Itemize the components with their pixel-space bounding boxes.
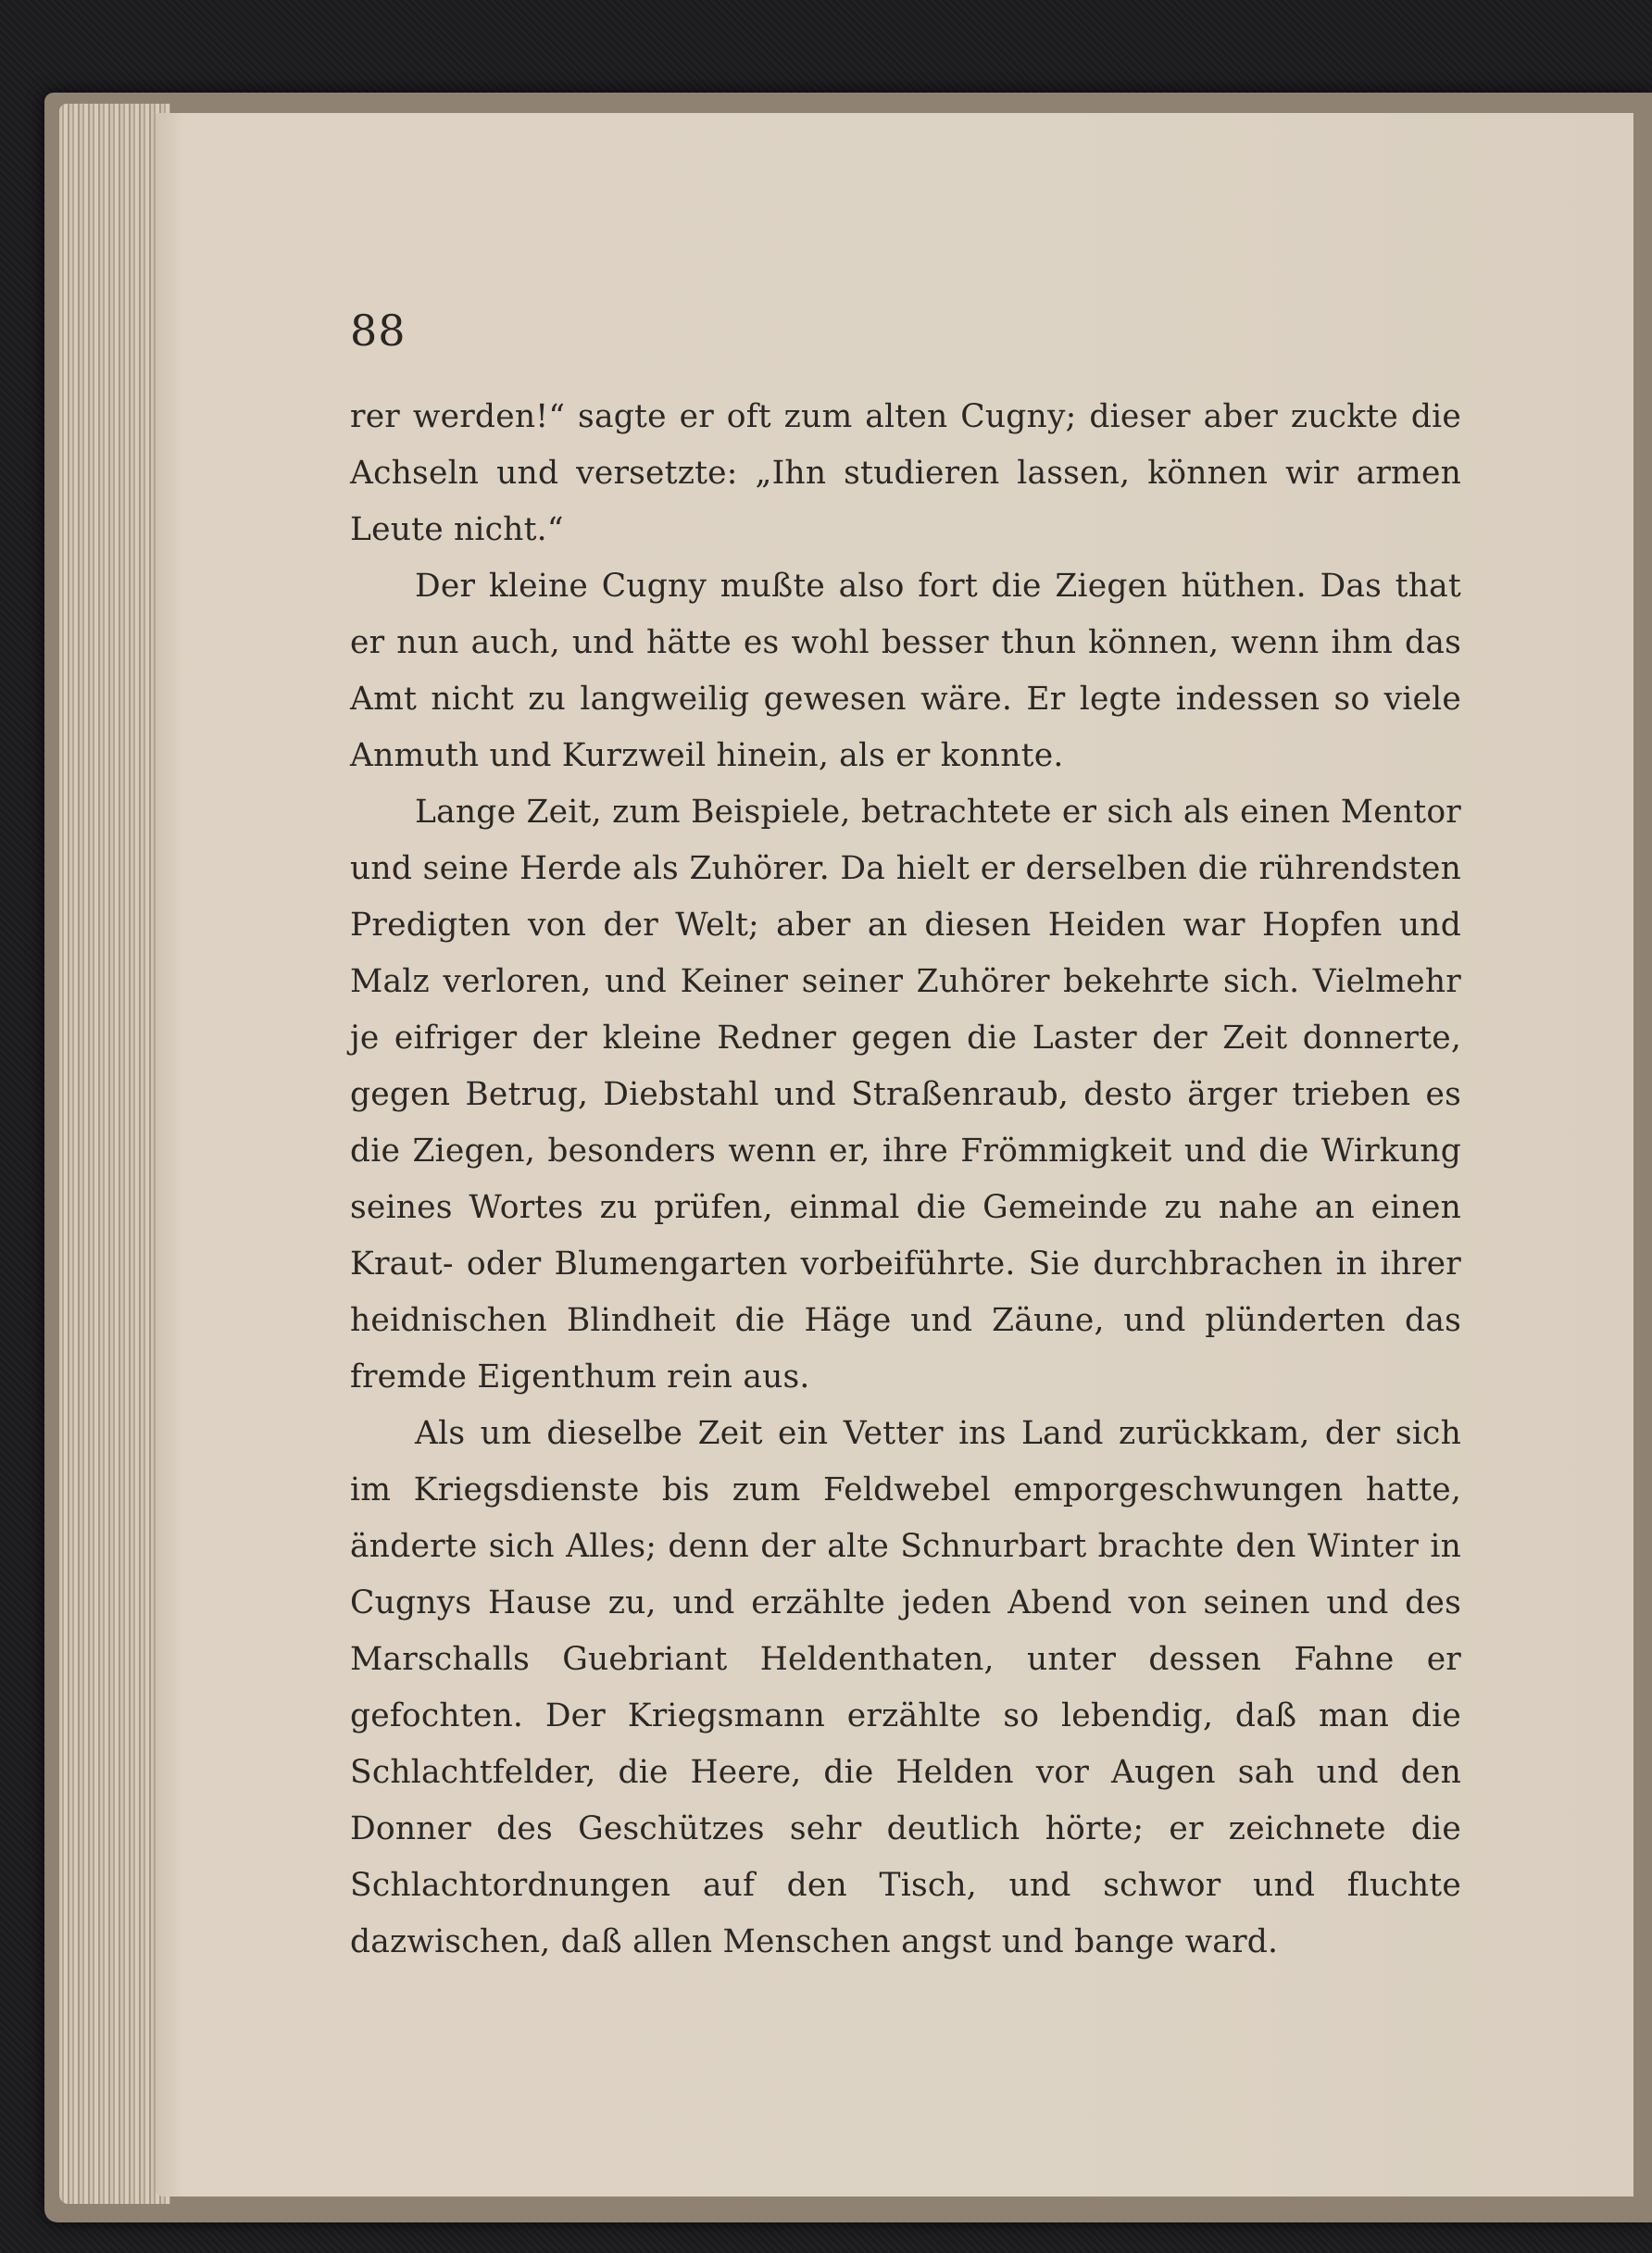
paragraph-4: Als um dieselbe Zeit ein Vetter ins Land zurückkam, der sich im Kriegsdienste bis zum Feldwebel emporgeschwungen hatte, änderte sich Alles; denn der alte Schnurbart brachte den Winter in Cugnys Hause zu, und erzählte jeden Abend von seinen und des Marschalls Guebriant Heldenthaten, unter dessen Fahne er gefochten. Der Kriegsmann erzählte so lebendig, daß man die Schlachtfelder, die Heere, die Helden vor Augen sah und den Donner des Geschützes sehr deutlich hörte; er zeichnete die Schlachtordnungen auf den Tisch, und schwor und fluchte dazwischen, daß allen Menschen angst und bange ward. (350, 1415, 1461, 1960)
paragraph-2: Der kleine Cugny mußte also fort die Ziegen hüthen. Das that er nun auch, und hätte es wohl besser thun können, wenn ihm das Amt nicht zu langweilig gewesen wäre. Er legte indessen so viele Anmuth und Kurzweil hinein, als er konnte. (350, 568, 1461, 774)
page-text (350, 389, 1461, 1971)
paragraph-1: rer werden!“ sagte er oft zum alten Cugny; dieser aber zuckte die Achseln und versetzte: „Ihn studieren lassen, können wir armen Leute nicht.“ (350, 398, 1461, 548)
paragraph-3: Lange Zeit, zum Beispiele, betrachtete er sich als einen Mentor und seine Herde als Zuhörer. Da hielt er derselben die rührendsten Predigten von der Welt; aber an diesen Heiden war Hopfen und Malz verloren, und Keiner seiner Zuhörer bekehrte sich. Vielmehr je eifriger der kleine Redner gegen die Laster der Zeit donnerte, gegen Betrug, Diebstahl und Straßenraub, desto ärger trieben es die Ziegen, besonders wenn er, ihre Frömmigkeit und die Wirkung seines Wortes zu prüfen, einmal die Gemeinde zu nahe an einen Kraut- oder Blumengarten vorbeiführte. Sie durchbrachen in ihrer heidnischen Blindheit die Häge und Zäune, und plünderten das fremde Eigenthum rein aus. (350, 794, 1461, 1396)
page-edges (59, 104, 170, 2204)
page-number: 88 (350, 306, 407, 356)
